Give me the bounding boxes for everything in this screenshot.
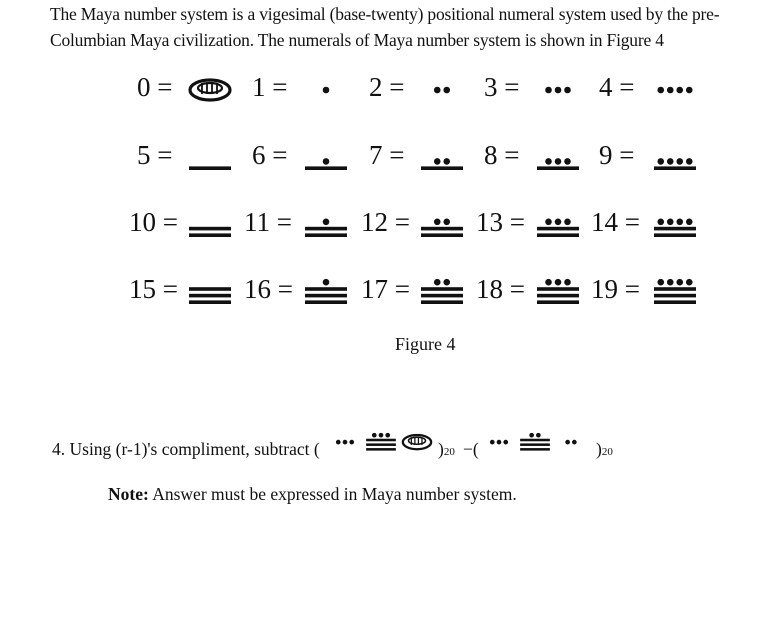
- operand-digit-0: [328, 420, 362, 460]
- maya-dot: [686, 279, 693, 286]
- maya-digit-2-glyph: [554, 420, 588, 460]
- numeral-label-9: 9 =: [599, 140, 635, 170]
- maya-bar: [366, 448, 396, 451]
- numeral-glyph-1: [302, 68, 350, 106]
- maya-bar: [305, 294, 347, 298]
- maya-digit-15-glyph: [186, 270, 234, 308]
- operand-1-maya-number: [328, 420, 434, 460]
- maya-dot: [564, 87, 571, 94]
- maya-bar: [654, 233, 696, 237]
- numeral-label-16: 16 =: [244, 274, 293, 304]
- note-text: Answer must be expressed in Maya number system.: [148, 484, 517, 504]
- maya-bar: [189, 300, 231, 304]
- numeral-label-8: 8 =: [484, 140, 520, 170]
- numeral-glyph-15: [186, 270, 234, 308]
- maya-dot: [676, 279, 683, 286]
- maya-dot: [667, 87, 674, 94]
- numeral-label-3: 3 =: [484, 72, 520, 102]
- numeral-label-5: 5 =: [137, 140, 173, 170]
- maya-bar: [654, 287, 696, 291]
- maya-digit-2-glyph: [418, 68, 466, 106]
- maya-digit-19-glyph: [651, 270, 699, 308]
- operand-digit-1: [518, 420, 552, 460]
- maya-digit-10-glyph: [186, 203, 234, 241]
- numeral-glyph-9: [651, 136, 699, 174]
- numeral-glyph-2: [418, 68, 466, 106]
- maya-digit-17-glyph: [418, 270, 466, 308]
- numeral-glyph-3: [534, 68, 582, 106]
- maya-dot: [565, 440, 570, 445]
- numeral-label-19: 19 =: [591, 274, 640, 304]
- maya-bar: [305, 300, 347, 304]
- maya-dot: [545, 279, 552, 286]
- maya-dot: [667, 219, 674, 226]
- numeral-glyph-18: [534, 270, 582, 308]
- numeral-label-1: 1 =: [252, 72, 288, 102]
- numeral-glyph-12: [418, 203, 466, 241]
- numeral-glyph-19: [651, 270, 699, 308]
- numeral-label-14: 14 =: [591, 207, 640, 237]
- maya-dot: [572, 440, 577, 445]
- maya-dot: [676, 87, 683, 94]
- maya-digit-17-glyph: [518, 420, 552, 460]
- operand-1-base: )20: [438, 439, 455, 459]
- maya-dot: [686, 219, 693, 226]
- maya-dot: [434, 87, 441, 94]
- maya-bar: [654, 166, 696, 170]
- maya-dot: [545, 87, 552, 94]
- numeral-glyph-16: [302, 270, 350, 308]
- question-prefix: 4. Using (r-1)'s compliment, subtract (: [52, 439, 320, 459]
- numeral-label-17: 17 =: [361, 274, 410, 304]
- maya-digit-13-glyph: [534, 203, 582, 241]
- operand-2-maya-number: [482, 420, 588, 460]
- maya-dot: [336, 440, 341, 445]
- numeral-glyph-5: [186, 136, 234, 174]
- maya-dot: [676, 158, 683, 165]
- maya-bar: [366, 439, 396, 442]
- maya-dot: [434, 279, 441, 286]
- maya-dot: [555, 279, 562, 286]
- maya-bar: [189, 166, 231, 170]
- numeral-glyph-7: [418, 136, 466, 174]
- maya-bar: [189, 287, 231, 291]
- maya-digit-7-glyph: [418, 136, 466, 174]
- operand-digit-0: [482, 420, 516, 460]
- numeral-label-10: 10 =: [129, 207, 178, 237]
- operand-digit-1: [364, 420, 398, 460]
- maya-dot: [676, 219, 683, 226]
- maya-dot: [443, 279, 450, 286]
- numeral-glyph-17: [418, 270, 466, 308]
- maya-bar: [537, 166, 579, 170]
- shell-icon: [403, 435, 431, 449]
- maya-bar: [421, 166, 463, 170]
- numeral-label-15: 15 =: [129, 274, 178, 304]
- maya-digit-6-glyph: [302, 136, 350, 174]
- numeral-glyph-10: [186, 203, 234, 241]
- maya-digit-5-glyph: [186, 136, 234, 174]
- maya-bar: [537, 227, 579, 231]
- maya-dot: [545, 158, 552, 165]
- note-line: [108, 483, 517, 505]
- numeral-glyph-13: [534, 203, 582, 241]
- maya-digit-11-glyph: [302, 203, 350, 241]
- maya-dot: [564, 279, 571, 286]
- maya-dot: [323, 87, 330, 94]
- maya-dot: [545, 219, 552, 226]
- numeral-glyph-8: [534, 136, 582, 174]
- maya-dot: [434, 158, 441, 165]
- maya-dot: [686, 87, 693, 94]
- maya-dot: [555, 87, 562, 94]
- maya-bar: [189, 227, 231, 231]
- note-label: Note:: [108, 484, 149, 504]
- maya-digit-8-glyph: [534, 136, 582, 174]
- maya-bar: [537, 233, 579, 237]
- numeral-label-4: 4 =: [599, 72, 635, 102]
- maya-bar: [520, 439, 550, 442]
- maya-dot: [555, 219, 562, 226]
- shell-icon: [190, 80, 230, 100]
- operand-digit-2: [400, 420, 434, 460]
- maya-dot: [323, 158, 330, 165]
- maya-dot: [323, 219, 330, 226]
- maya-bar: [305, 166, 347, 170]
- maya-dot: [443, 87, 450, 94]
- numeral-label-6: 6 =: [252, 140, 288, 170]
- maya-dot: [343, 440, 348, 445]
- operand-digit-2: [554, 420, 588, 460]
- maya-bar: [421, 233, 463, 237]
- maya-digit-14-glyph: [651, 203, 699, 241]
- maya-digit-3-glyph: [328, 420, 362, 460]
- maya-bar: [421, 294, 463, 298]
- maya-dot: [379, 433, 384, 438]
- maya-digit-4-glyph: [651, 68, 699, 106]
- maya-dot: [529, 433, 534, 438]
- maya-dot: [564, 219, 571, 226]
- maya-dot: [323, 279, 330, 286]
- maya-digit-1-glyph: [302, 68, 350, 106]
- numeral-glyph-6: [302, 136, 350, 174]
- numeral-label-11: 11 =: [244, 207, 292, 237]
- maya-bar: [537, 300, 579, 304]
- maya-bar: [421, 287, 463, 291]
- maya-bar: [421, 227, 463, 231]
- maya-bar: [654, 300, 696, 304]
- maya-dot: [667, 158, 674, 165]
- maya-dot: [385, 433, 390, 438]
- intro-line-2: Columbian Maya civilization. The numerals of Maya number system is shown in Figure 4: [50, 30, 664, 50]
- maya-dot: [372, 433, 377, 438]
- maya-dot: [349, 440, 354, 445]
- maya-bar: [520, 443, 550, 446]
- maya-bar: [520, 448, 550, 451]
- maya-bar: [189, 233, 231, 237]
- numeral-glyph-14: [651, 203, 699, 241]
- numeral-glyph-11: [302, 203, 350, 241]
- maya-dot: [657, 219, 664, 226]
- maya-digit-12-glyph: [418, 203, 466, 241]
- maya-dot: [443, 219, 450, 226]
- maya-dot: [555, 158, 562, 165]
- maya-dot: [503, 440, 508, 445]
- maya-dot: [657, 158, 664, 165]
- maya-bar: [305, 227, 347, 231]
- maya-dot: [497, 440, 502, 445]
- numeral-label-7: 7 =: [369, 140, 405, 170]
- numeral-label-2: 2 =: [369, 72, 405, 102]
- maya-dot: [686, 158, 693, 165]
- maya-dot: [657, 279, 664, 286]
- maya-digit-3-glyph: [482, 420, 516, 460]
- maya-dot: [490, 440, 495, 445]
- maya-bar: [654, 227, 696, 231]
- maya-bar: [421, 300, 463, 304]
- figure-caption: Figure 4: [395, 334, 456, 354]
- maya-bar: [305, 287, 347, 291]
- maya-dot: [536, 433, 541, 438]
- maya-bar: [537, 294, 579, 298]
- numeral-glyph-0: [186, 68, 234, 106]
- maya-digit-18-glyph: [534, 270, 582, 308]
- operand-2-base: )20: [596, 439, 613, 459]
- maya-bar: [366, 443, 396, 446]
- numeral-label-18: 18 =: [476, 274, 525, 304]
- minus-sign: −(: [463, 439, 479, 459]
- maya-digit-0-glyph: [186, 68, 234, 106]
- maya-dot: [667, 279, 674, 286]
- maya-bar: [537, 287, 579, 291]
- maya-digit-0-glyph: [400, 420, 434, 460]
- numeral-label-13: 13 =: [476, 207, 525, 237]
- maya-dot: [564, 158, 571, 165]
- numeral-label-0: 0 =: [137, 72, 173, 102]
- maya-bar: [189, 294, 231, 298]
- maya-digit-9-glyph: [651, 136, 699, 174]
- numeral-label-12: 12 =: [361, 207, 410, 237]
- maya-dot: [434, 219, 441, 226]
- maya-digit-3-glyph: [534, 68, 582, 106]
- maya-digit-16-glyph: [302, 270, 350, 308]
- intro-line-1: The Maya number system is a vigesimal (base-twenty) positional numeral system used by the pre-: [50, 4, 720, 24]
- numeral-glyph-4: [651, 68, 699, 106]
- maya-bar: [654, 294, 696, 298]
- maya-dot: [657, 87, 664, 94]
- maya-digit-18-glyph: [364, 420, 398, 460]
- maya-dot: [443, 158, 450, 165]
- maya-bar: [305, 233, 347, 237]
